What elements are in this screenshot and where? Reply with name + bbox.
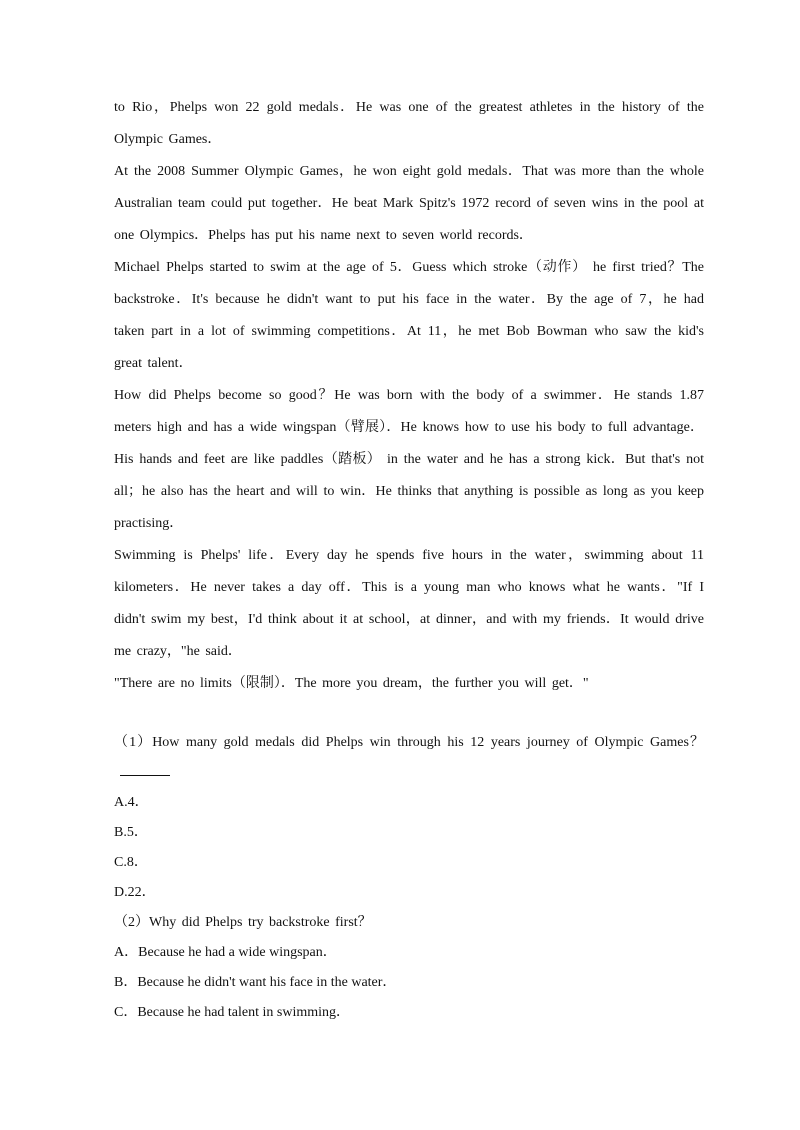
question-1 <box>114 728 704 908</box>
question-1-option-b: B.5． <box>114 825 148 840</box>
question-1-stem-text: （1）How many gold medals did Phelps win through his 12 years journey of Olympic Games？ <box>114 735 704 750</box>
question-2 <box>114 908 704 1028</box>
passage-paragraph-6: "There are no limits（限制）．The more you dream，the further you will get．" <box>114 676 589 691</box>
question-2-option-b: B．Because he didn't want his face in the water． <box>114 975 397 990</box>
question-1-option-d: D.22． <box>114 885 156 900</box>
passage-paragraph-5: Swimming is Phelps' life．Every day he spends five hours in the water，swimming about 11 kilometers．He never takes a day off．This is a young man who knows what he wants．"If I didn't swim my best，I'd think about it at school，at dinner，and with my friends．It would drive me crazy，"he said． <box>114 548 704 659</box>
document-page <box>114 92 704 1028</box>
question-2-stem: （2）Why did Phelps try backstroke first？ <box>114 915 372 930</box>
question-1-option-c: C.8． <box>114 855 148 870</box>
section-spacer <box>114 700 704 728</box>
question-2-option-c: C．Because he had talent in swimming． <box>114 1005 351 1020</box>
question-1-stem <box>114 728 704 788</box>
question-2-option-a: A．Because he had a wide wingspan． <box>114 945 337 960</box>
passage-paragraph-1: to Rio，Phelps won 22 gold medals．He was one of the greatest athletes in the history of the Olympic Games． <box>114 100 704 147</box>
passage-paragraph-2: At the 2008 Summer Olympic Games，he won eight gold medals．That was more than the whole Australian team could put together．He beat Mark Spitz's 1972 record of seven wins in the pool at one Olympics．Phelps has put his name next to seven world records． <box>114 164 704 243</box>
answer-blank[interactable] <box>120 761 170 776</box>
question-1-option-a: A.4． <box>114 795 149 810</box>
passage-paragraph-4: How did Phelps become so good？He was born with the body of a swimmer．He stands 1.87 meters high and has a wide wingspan（臂展）．He knows how to use his body to full advantage．His hands and feet are like paddles（踏板） in the water and he has a strong kick．But that's not all；he also has the heart and will to win．He thinks that anything is possible as long as you keep practising． <box>114 388 704 531</box>
passage-paragraph-3: Michael Phelps started to swim at the age of 5．Guess which stroke（动作） he first tried？The backstroke．It's because he didn't want to put his face in the water．By the age of 7，he had taken part in a lot of swimming competitions．At 11，he met Bob Bowman who saw the kid's great talent． <box>114 260 704 371</box>
